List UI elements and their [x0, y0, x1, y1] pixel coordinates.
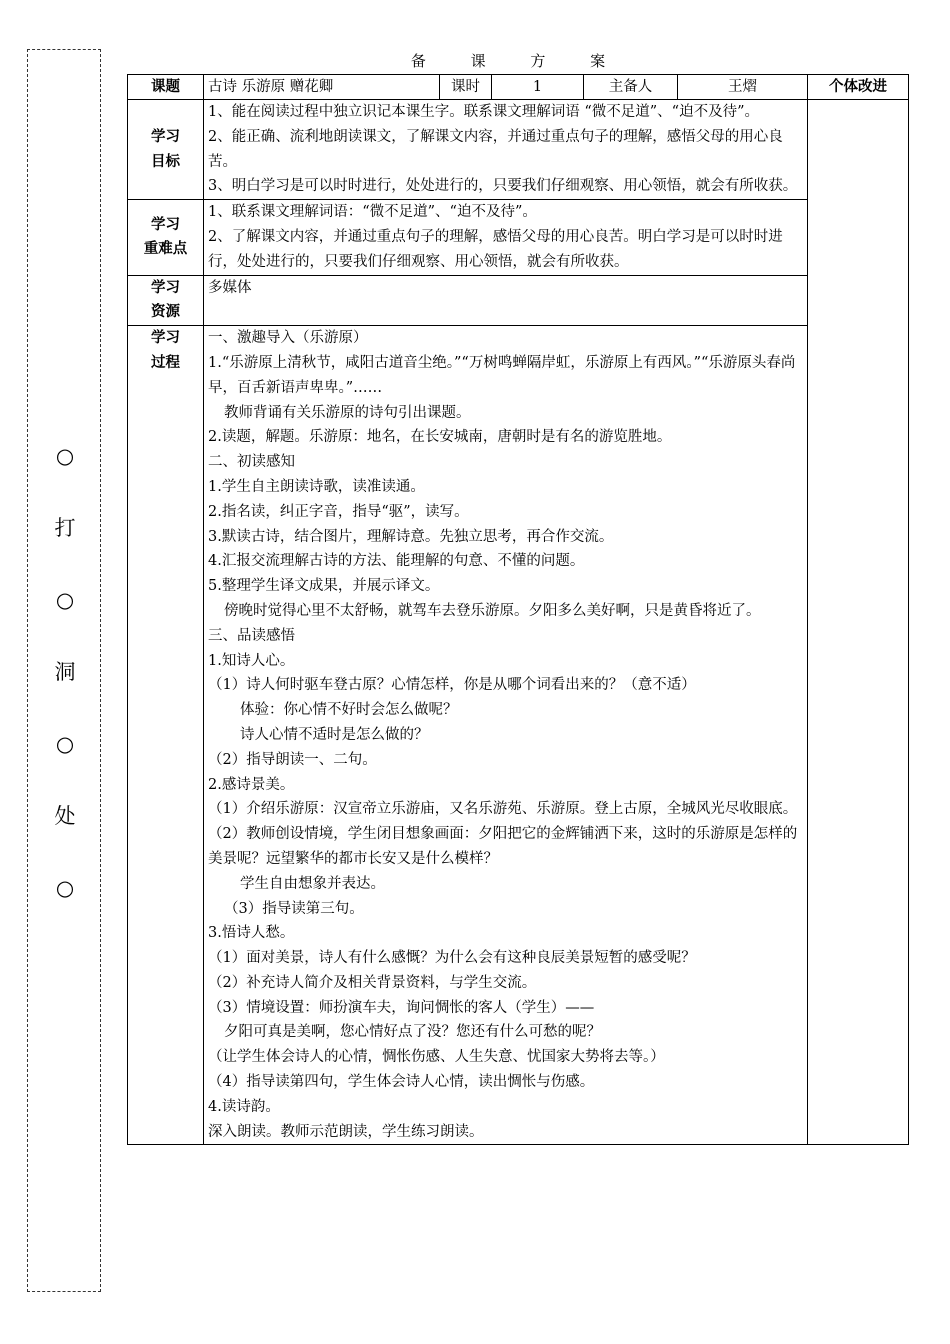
- topic-label: 课题: [128, 75, 204, 100]
- binding-mark: 打: [54, 516, 76, 540]
- preparer-value: 王熠: [678, 75, 808, 100]
- resources-label: 学习 资源: [128, 275, 204, 326]
- process-line: 1.学生自主朗读诗歌，读准读通。: [208, 478, 425, 495]
- period-value: 1: [492, 75, 584, 100]
- process-line: 二、初读感知: [208, 454, 295, 471]
- process-line: （1）诗人何时驱车登古原？心情怎样，你是从哪个词看出来的？（意不适）: [208, 677, 696, 694]
- binding-mark: 处: [54, 804, 76, 828]
- process-line: 3.默读古诗，结合图片，理解诗意。先独立思考，再合作交流。: [208, 528, 614, 545]
- objectives-label: 学习 目标: [128, 100, 204, 200]
- process-line: （2）指导朗读一、二句。: [208, 751, 377, 768]
- process-line: （2）教师创设情境，学生闭目想象画面：夕阳把它的金辉铺洒下来，这时的乐游原是怎样的美景呢？远望繁华的都市长安又是什么模样？: [208, 826, 798, 867]
- period-label: 课时: [440, 75, 492, 100]
- process-line: （2）补充诗人简介及相关背景资料，与学生交流。: [208, 974, 537, 991]
- key-points-row: [128, 200, 909, 275]
- key-point-item: 1、联系课文理解词语：“微不足道”、“迫不及待”。: [208, 204, 537, 221]
- process-line: 夕阳可真是美啊，您心情好点了没？您还有什么可愁的呢？: [224, 1024, 601, 1041]
- binding-mark: ○: [55, 876, 75, 900]
- binding-mark: ○: [55, 588, 75, 612]
- improvement-label: 个体改进: [808, 75, 909, 100]
- process-line: 4.汇报交流理解古诗的方法、能理解的句意、不懂的问题。: [208, 553, 585, 570]
- binding-mark: 洞: [54, 660, 76, 684]
- process-line: 体验：你心情不好时会怎么做呢？: [240, 702, 458, 719]
- process-line: （3）情境设置：师扮演车夫，询问惆怅的客人（学生）——: [208, 999, 595, 1016]
- process-line: 2.感诗景美。: [208, 776, 295, 793]
- process-line: （1）介绍乐游原：汉宣帝立乐游庙，又名乐游苑、乐游原。登上古原，全城风光尽收眼底。: [208, 801, 798, 818]
- process-line: 教师背诵有关乐游原的诗句引出课题。: [224, 404, 471, 421]
- key-points-label: 学习 重难点: [128, 200, 204, 275]
- process-label: 学习 过程: [128, 326, 204, 1145]
- preparer-label: 主备人: [584, 75, 678, 100]
- topic-value: 古诗 乐游原 赠花卿: [204, 75, 440, 100]
- process-line: 2.指名读，纠正字音，指导“驱”，读写。: [208, 503, 469, 520]
- process-line: 5.整理学生译文成果，并展示译文。: [208, 578, 440, 595]
- improvement-column: [808, 100, 909, 1145]
- process-line: （3）指导读第三句。: [224, 900, 364, 917]
- process-line: 1.知诗人心。: [208, 652, 295, 669]
- binding-mark: ○: [55, 732, 75, 756]
- objective-item: 2、能正确、流利地朗读课文，了解课文内容，并通过重点句子的理解，感悟父母的用心良苦。: [208, 128, 783, 170]
- process-line: 4.读诗韵。: [208, 1098, 280, 1115]
- process-line: （4）指导读第四句，学生体会诗人心情，读出惆怅与伤感。: [208, 1074, 595, 1091]
- process-line: （1）面对美景，诗人有什么感慨？为什么会有这种良辰美景短暂的感受呢？: [208, 950, 696, 967]
- process-line: 诗人心情不适时是怎么做的？: [240, 726, 429, 743]
- lesson-plan-table: [127, 74, 909, 1145]
- key-points-content: [204, 200, 808, 275]
- process-line: 一、激趣导入（乐游原）: [208, 330, 368, 347]
- process-line: 2.读题，解题。乐游原：地名，在长安城南，唐朝时是有名的游览胜地。: [208, 429, 672, 446]
- binding-margin: [27, 49, 101, 1292]
- objectives-content: [204, 100, 808, 200]
- objective-item: 3、明白学习是可以时时进行，处处进行的，只要我们仔细观察、用心领悟，就会有所收获。: [208, 178, 798, 195]
- key-point-item: 2、了解课文内容，并通过重点句子的理解，感悟父母的用心良苦。明白学习是可以时时进行，处处进行的，只要我们仔细观察、用心领悟，就会有所收获。: [208, 228, 783, 270]
- process-line: 学生自由想象并表达。: [240, 875, 385, 892]
- process-line: （让学生体会诗人的心情，惆怅伤感、人生失意、忧国家大势将去等。）: [208, 1049, 665, 1066]
- resources-row: [128, 275, 909, 326]
- process-line: 傍晚时觉得心里不太舒畅，就驾车去登乐游原。夕阳多么美好啊，只是黄昏将近了。: [224, 602, 761, 619]
- process-line: 1.“乐游原上清秋节，咸阳古道音尘绝。”“万树鸣蝉隔岸虹，乐游原上有西风。”“乐游原头春尚早，百舌新语声卑卑。”……: [208, 354, 796, 396]
- process-row: [128, 326, 909, 1145]
- process-content: [204, 326, 808, 1145]
- process-line: 3.悟诗人愁。: [208, 925, 295, 942]
- objectives-row: [128, 100, 909, 200]
- objective-item: 1、能在阅读过程中独立识记本课生字。联系课文理解词语 “微不足道”、“迫不及待”。: [208, 104, 759, 120]
- binding-mark: ○: [55, 444, 75, 468]
- resources-content: 多媒体: [204, 275, 808, 326]
- page-title: 备 课 方 案: [410, 52, 626, 70]
- process-line: 深入朗读。教师示范朗读，学生练习朗读。: [208, 1123, 484, 1140]
- process-line: 三、品读感悟: [208, 627, 295, 644]
- header-row: [128, 75, 909, 100]
